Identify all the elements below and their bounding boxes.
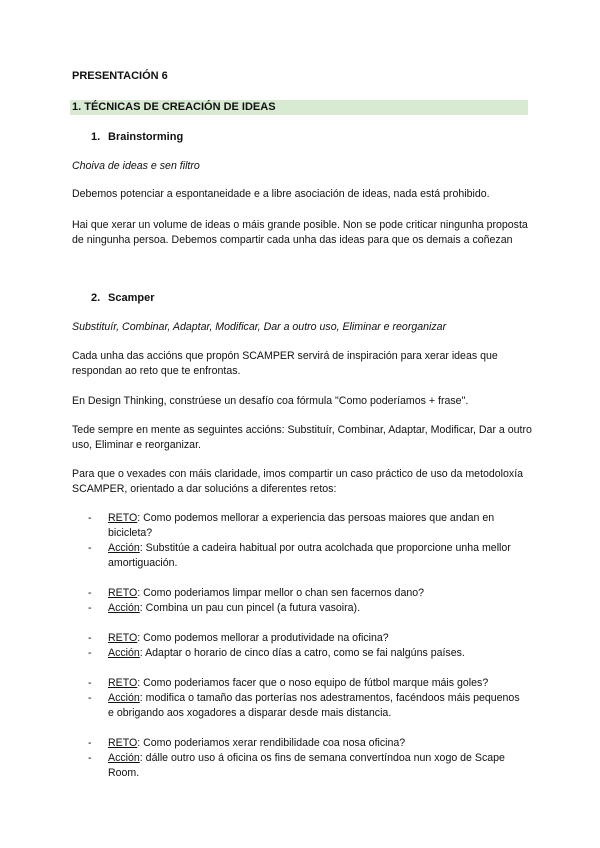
example-group <box>88 511 528 571</box>
paragraph: Hai que xerar un volume de ideas o máis grande posible. Non se pode criticar ningunha proposta de ningunha persoa. Debemos compartir cada unha das ideas para que os demais a coñezan <box>72 219 528 246</box>
bullet-dash: - <box>88 647 92 659</box>
examples-list <box>88 511 528 796</box>
list-item-reto <box>88 586 528 601</box>
bullet-dash: - <box>88 587 92 599</box>
reto-text: : Como podemos mellorar a experiencia das persoas maiores que andan en bicicleta? <box>108 512 495 539</box>
reto-text: : Como podemos mellorar a produtividade na oficina? <box>137 632 389 644</box>
accion-label: Acción <box>108 542 140 554</box>
example-group <box>88 586 528 616</box>
accion-text: : Adaptar o horario de cinco días a catro, como se fai nalgúns países. <box>139 647 465 659</box>
list-item-reto <box>88 736 528 751</box>
bullet-dash: - <box>88 737 92 749</box>
list-item-accion <box>88 646 528 661</box>
reto-label: RETO <box>108 632 138 644</box>
bullet-dash: - <box>88 512 92 524</box>
accion-label: Acción <box>108 692 140 704</box>
document-title: PRESENTACIÓN 6 <box>72 70 168 82</box>
bullet-dash: - <box>88 632 92 644</box>
list-item-reto <box>88 511 528 541</box>
bullet-dash: - <box>88 692 92 704</box>
list-item-accion <box>88 601 528 616</box>
list-item-accion <box>88 541 528 571</box>
paragraph: Tede sempre en mente as seguintes accións: Substituír, Combinar, Adaptar, Modificar, Dar a outro uso, Eliminar e reorganizar. <box>72 424 532 451</box>
reto-text: : Como poderiamos facer que o noso equipo de fútbol marque máis goles? <box>137 677 489 689</box>
list-item-reto <box>88 631 528 646</box>
example-group <box>88 736 528 781</box>
accion-text: : Combina un pau cun pincel (a futura vasoira). <box>139 602 361 614</box>
bullet-dash: - <box>88 602 92 614</box>
paragraph: Para que o vexades con máis claridade, imos compartir un caso práctico de uso da metodoloxía SCAMPER, orientado a dar solucións a diferentes retos: <box>72 468 524 495</box>
example-group <box>88 676 528 721</box>
bullet-dash: - <box>88 677 92 689</box>
reto-label: RETO <box>108 512 138 524</box>
subheading-scamper <box>91 292 154 304</box>
accion-label: Acción <box>108 602 140 614</box>
reto-text: : Como poderiamos xerar rendibilidade coa nosa oficina? <box>137 737 406 749</box>
accion-label: Acción <box>108 647 140 659</box>
reto-label: RETO <box>108 737 138 749</box>
reto-label: RETO <box>108 587 138 599</box>
subheading-title: Brainstorming <box>108 131 184 143</box>
section-heading: 1. TÉCNICAS DE CREACIÓN DE IDEAS <box>70 100 528 115</box>
accion-text: : dálle outro uso á oficina os fins de semana convertíndoa nun xogo de Scape Room. <box>108 752 505 779</box>
subheading-title: Scamper <box>108 292 155 304</box>
paragraph: Cada unha das accións que propón SCAMPER servirá de inspiración para xerar ideas que respondan ao reto que te enfrontas. <box>72 350 498 377</box>
subheading-brainstorming <box>91 131 183 143</box>
paragraph: Debemos potenciar a espontaneidade e a libre asociación de ideas, nada está prohibido. <box>72 188 490 200</box>
list-item-reto <box>88 676 528 691</box>
list-item-accion <box>88 691 528 721</box>
subheading-number: 1. <box>91 131 101 143</box>
reto-label: RETO <box>108 677 138 689</box>
bullet-dash: - <box>88 752 92 764</box>
subheading-number: 2. <box>91 292 101 304</box>
accion-text: : modifica o tamaño das porterías nos adestramentos, facéndoos máis pequenos e obrigando aos xogadores a disparar desde mais distancia. <box>108 692 520 719</box>
accion-label: Acción <box>108 752 140 764</box>
list-item-accion <box>88 751 528 781</box>
example-group <box>88 631 528 661</box>
accion-text: : Substitúe a cadeira habitual por outra acolchada que proporcione unha mellor amortiguación. <box>108 542 511 569</box>
bullet-dash: - <box>88 542 92 554</box>
reto-text: : Como poderiamos limpar mellor o chan sen facernos dano? <box>137 587 425 599</box>
brainstorming-subtitle: Choiva de ideas e sen filtro <box>72 160 200 172</box>
scamper-subtitle: Substituír, Combinar, Adaptar, Modificar, Dar a outro uso, Eliminar e reorganizar <box>72 321 447 333</box>
paragraph: En Design Thinking, constrúese un desafío coa fórmula "Como poderíamos + frase". <box>72 395 469 407</box>
